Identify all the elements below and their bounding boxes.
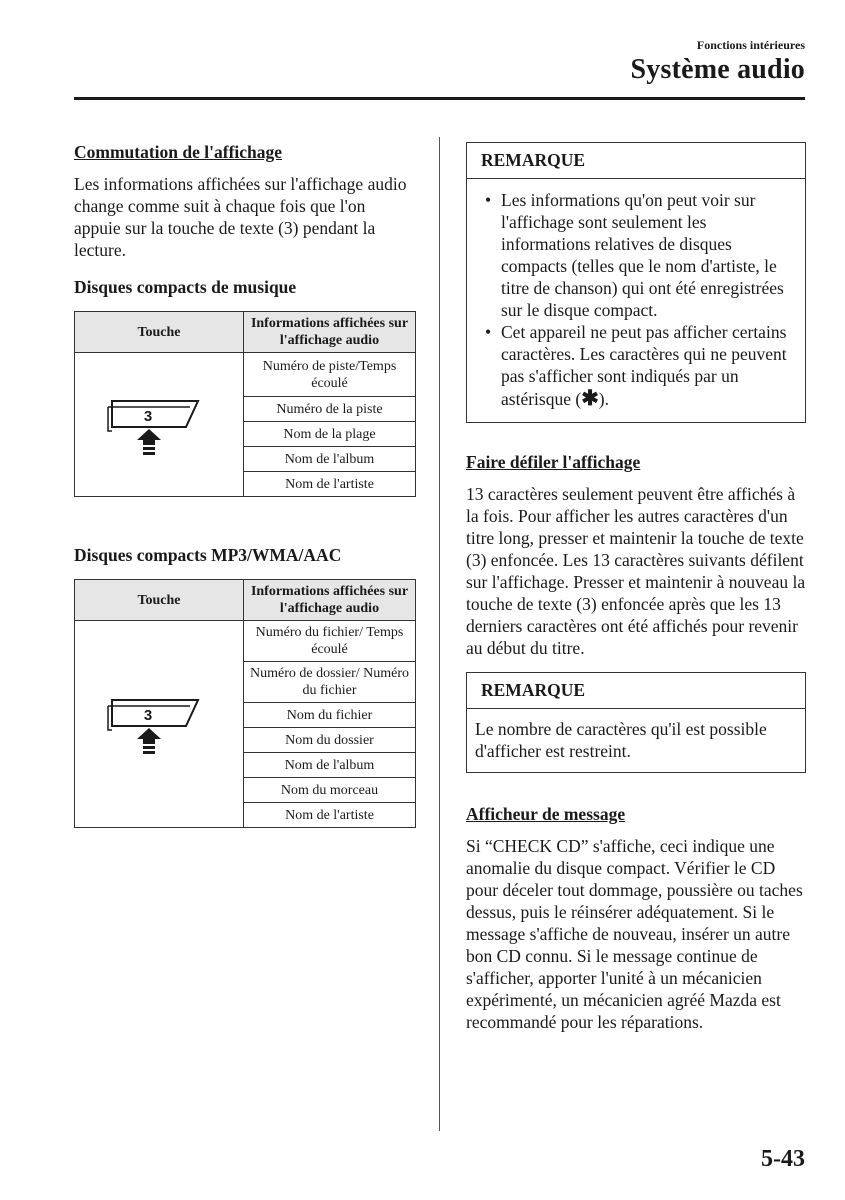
note-box-2 — [466, 672, 806, 773]
table2-row: Nom du morceau — [244, 778, 416, 803]
text-button-3-icon — [104, 692, 214, 756]
page-title: Système audio — [630, 54, 805, 85]
table1-header-info: Informations affichées sur l'affichage audio — [244, 312, 416, 353]
table1-row: Nom de la plage — [244, 422, 416, 447]
intro-paragraph: Les informations affichées sur l'affichage audio change comme suit à chaque fois que l'on appuie sur la touche de texte (3) pendant la lecture. — [74, 174, 407, 260]
message-paragraph: Si “CHECK CD” s'affiche, ceci indique une anomalie du disque compact. Vérifier le CD pour déceler tout dommage, poussière ou taches dessus, puis le réinsérer adéquatement. Si le message s'affiche de nouveau, insérer un autre bon CD connu. Si le message continue de s'afficher, apporter l'unité à un mécanicien expérimenté, un mécanicien agréé Mazda est recommandé pour les réparations. — [466, 836, 803, 1032]
asterisk-icon: ✱ — [581, 386, 599, 410]
table2-row: Numéro de dossier/ Numéro du fichier — [244, 662, 416, 703]
column-divider — [439, 137, 440, 1131]
header-rule — [74, 97, 805, 100]
table2-row: Nom de l'artiste — [244, 803, 416, 828]
table1-header-key: Touche — [75, 312, 244, 353]
table2-title: Disques compacts MP3/WMA/AAC — [74, 545, 342, 565]
table1-key-cell — [75, 353, 244, 497]
table2-header-info: Informations affichées sur l'affichage audio — [244, 580, 416, 621]
note-bullet — [481, 189, 791, 321]
left-column — [74, 142, 416, 828]
note-bullet-text: Cet appareil ne peut pas afficher certains caractères. Les caractères qui ne peuvent pas s'afficher sont indiqués par un astérisque ( — [501, 322, 787, 409]
note-text: Le nombre de caractères qu'il est possible d'afficher est restreint. — [475, 719, 767, 761]
note-body — [467, 709, 805, 772]
table1-row: Nom de l'artiste — [244, 472, 416, 497]
note-title: REMARQUE — [467, 673, 805, 709]
table1-row: Numéro de la piste — [244, 397, 416, 422]
table1-row: Nom de l'album — [244, 447, 416, 472]
header-section: Fonctions intérieures — [696, 38, 805, 52]
table2-row: Nom de l'album — [244, 753, 416, 778]
note-body — [467, 179, 805, 422]
bullet-icon: • — [485, 190, 492, 210]
table1-row: Numéro de piste/Temps écoulé — [244, 353, 416, 397]
text-button-3-icon — [104, 393, 214, 457]
right-column — [466, 142, 806, 1033]
section-heading-message: Afficheur de message — [466, 804, 626, 824]
table-mp3-cd — [74, 579, 416, 828]
table1-title: Disques compacts de musique — [74, 277, 297, 297]
button-key-label: 3 — [143, 407, 153, 425]
table2-row: Nom du dossier — [244, 728, 416, 753]
bullet-icon: • — [485, 322, 492, 342]
section-heading-display-switch: Commutation de l'affichage — [74, 142, 283, 162]
table2-row: Nom du fichier — [244, 703, 416, 728]
table2-key-cell — [75, 621, 244, 828]
note-bullet-text: Les informations qu'on peut voir sur l'affichage sont seulement les informations relatives de disques compacts (telles que le nom d'artiste, le titre de chanson) qui ont été enregistrées sur le disque compact. — [501, 190, 784, 320]
section-heading-scroll: Faire défiler l'affichage — [466, 452, 641, 472]
button-key-label: 3 — [143, 707, 153, 724]
page-number: 5-43 — [761, 1146, 805, 1172]
scroll-paragraph: 13 caractères seulement peuvent être affichés à la fois. Pour afficher les autres caractères d'un titre long, presser et maintenir la touche de texte (3) enfoncée. Les 13 caractères suivants défilent sur l'affichage. Presser et maintenir à nouveau la touche de texte (3) enfoncée après que les 13 derniers caractères ont été affichés pour revenir au début du titre. — [466, 484, 806, 658]
table-music-cd — [74, 311, 416, 497]
table2-row: Numéro du fichier/ Temps écoulé — [244, 621, 416, 662]
note-box-1 — [466, 142, 806, 423]
table2-header-key: Touche — [75, 580, 244, 621]
note-bullet-text-end: ). — [598, 389, 609, 409]
note-title: REMARQUE — [467, 143, 805, 179]
note-bullet — [481, 321, 791, 410]
